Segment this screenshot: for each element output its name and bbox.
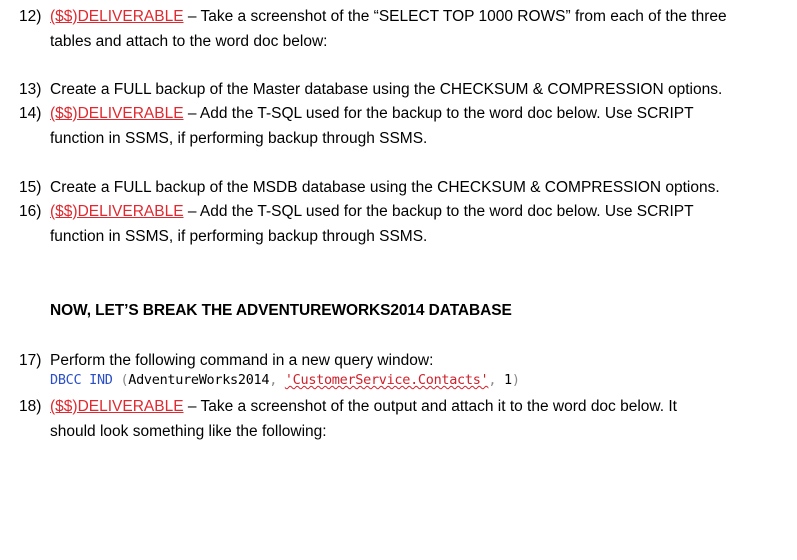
item-number: 15) <box>19 179 42 196</box>
deliverable-label: ($$)DELIVERABLE <box>50 203 184 220</box>
item-number: 14) <box>19 105 42 122</box>
item-number: 18) <box>19 398 42 415</box>
code-punct: ( <box>112 372 129 388</box>
list-item-12 <box>19 4 787 54</box>
item-number: 12) <box>19 8 42 25</box>
item-number: 17) <box>19 352 42 369</box>
code-keyword: DBCC IND <box>50 372 113 388</box>
item-text-continued: should look something like the following: <box>50 423 327 440</box>
list-item-14 <box>19 101 787 151</box>
item-text: – Take a screenshot of the “SELECT TOP 1000 ROWS” from each of the three <box>183 8 727 25</box>
item-number: 16) <box>19 203 42 220</box>
code-argument: 1 <box>504 372 512 388</box>
deliverable-label: ($$)DELIVERABLE <box>50 105 184 122</box>
item-text: – Take a screenshot of the output and attach it to the word doc below. It <box>183 398 677 415</box>
item-text: Perform the following command in a new query window: <box>50 352 434 369</box>
item-text: Create a FULL backup of the Master database using the CHECKSUM & COMPRESSION options. <box>50 81 723 98</box>
list-item-15 <box>19 175 787 200</box>
section-heading: NOW, LET’S BREAK THE ADVENTUREWORKS2014 DATABASE <box>50 302 512 319</box>
item-text-continued: function in SSMS, if performing backup through SSMS. <box>50 130 428 147</box>
item-text-continued: function in SSMS, if performing backup through SSMS. <box>50 228 428 245</box>
item-number: 13) <box>19 81 42 98</box>
code-punct: , <box>488 372 505 388</box>
item-text: Create a FULL backup of the MSDB database using the CHECKSUM & COMPRESSION options. <box>50 179 720 196</box>
list-item-13 <box>19 77 787 102</box>
list-item-16 <box>19 199 787 249</box>
code-punct: , <box>269 372 285 388</box>
code-punct: ) <box>511 372 520 388</box>
item-text: – Add the T-SQL used for the backup to the word doc below. Use SCRIPT <box>183 203 694 220</box>
code-string: 'CustomerService.Contacts' <box>284 372 489 388</box>
list-item-18 <box>19 394 787 444</box>
list-item-17 <box>19 348 787 373</box>
code-database: AdventureWorks2014 <box>128 372 270 388</box>
code-snippet <box>50 372 520 388</box>
deliverable-label: ($$)DELIVERABLE <box>50 8 184 25</box>
item-text-continued: tables and attach to the word doc below: <box>50 33 328 50</box>
item-text: – Add the T-SQL used for the backup to the word doc below. Use SCRIPT <box>183 105 694 122</box>
deliverable-label: ($$)DELIVERABLE <box>50 398 184 415</box>
